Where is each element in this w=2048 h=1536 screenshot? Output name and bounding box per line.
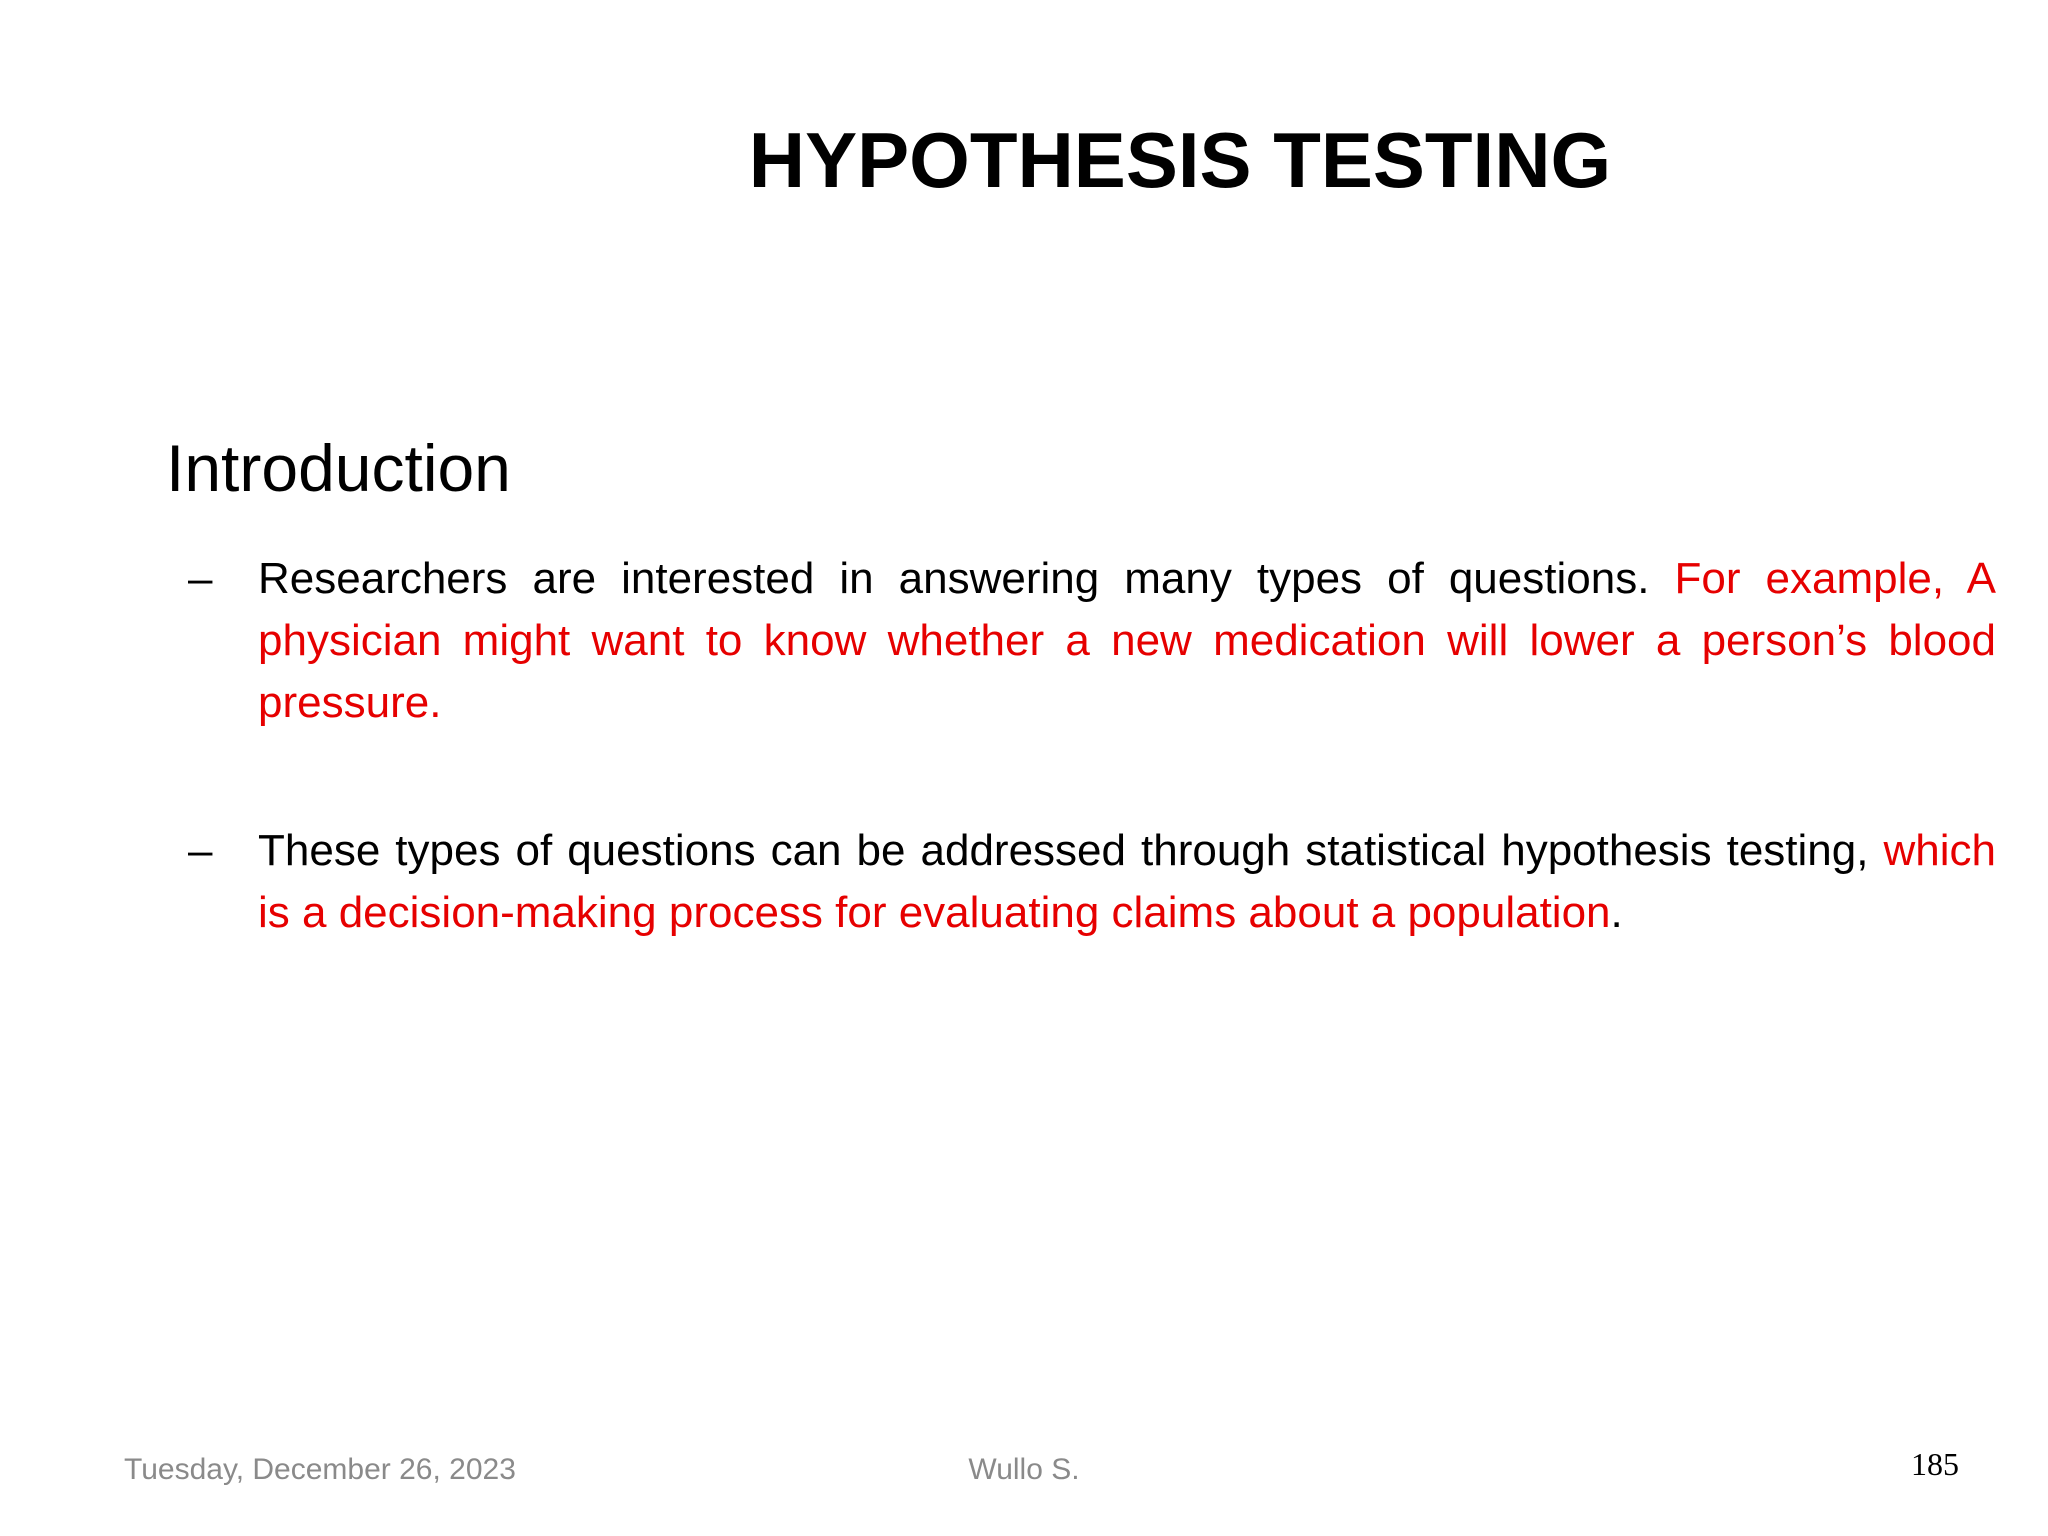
page-number: 185 — [1911, 1446, 1959, 1482]
bullet-marker: – — [188, 554, 213, 603]
bullet-text: Researchers are interested in answering many types of questions. — [258, 554, 1675, 603]
bullet-item — [188, 548, 1996, 734]
section-heading: Introduction — [166, 431, 511, 505]
bullet-emphasis-text: which is a decision-making process for evaluating claims about a population — [258, 826, 1996, 937]
slide-title: HYPOTHESIS TESTING — [748, 116, 1612, 204]
bullet-text-end: . — [1610, 888, 1623, 937]
bullet-emphasis-text: For example, A physician might want to know whether a new medication will lower a person’s blood pressure. — [258, 554, 1997, 727]
bullet-list — [188, 548, 1996, 944]
bullet-marker: – — [188, 826, 213, 875]
bullet-text: These types of questions can be addressed through statistical hypothesis testing, — [258, 826, 1884, 875]
footer-date: Tuesday, December 26, 2023 — [124, 1453, 516, 1486]
bullet-item — [188, 820, 1996, 944]
footer-author: Wullo S. — [968, 1453, 1080, 1486]
